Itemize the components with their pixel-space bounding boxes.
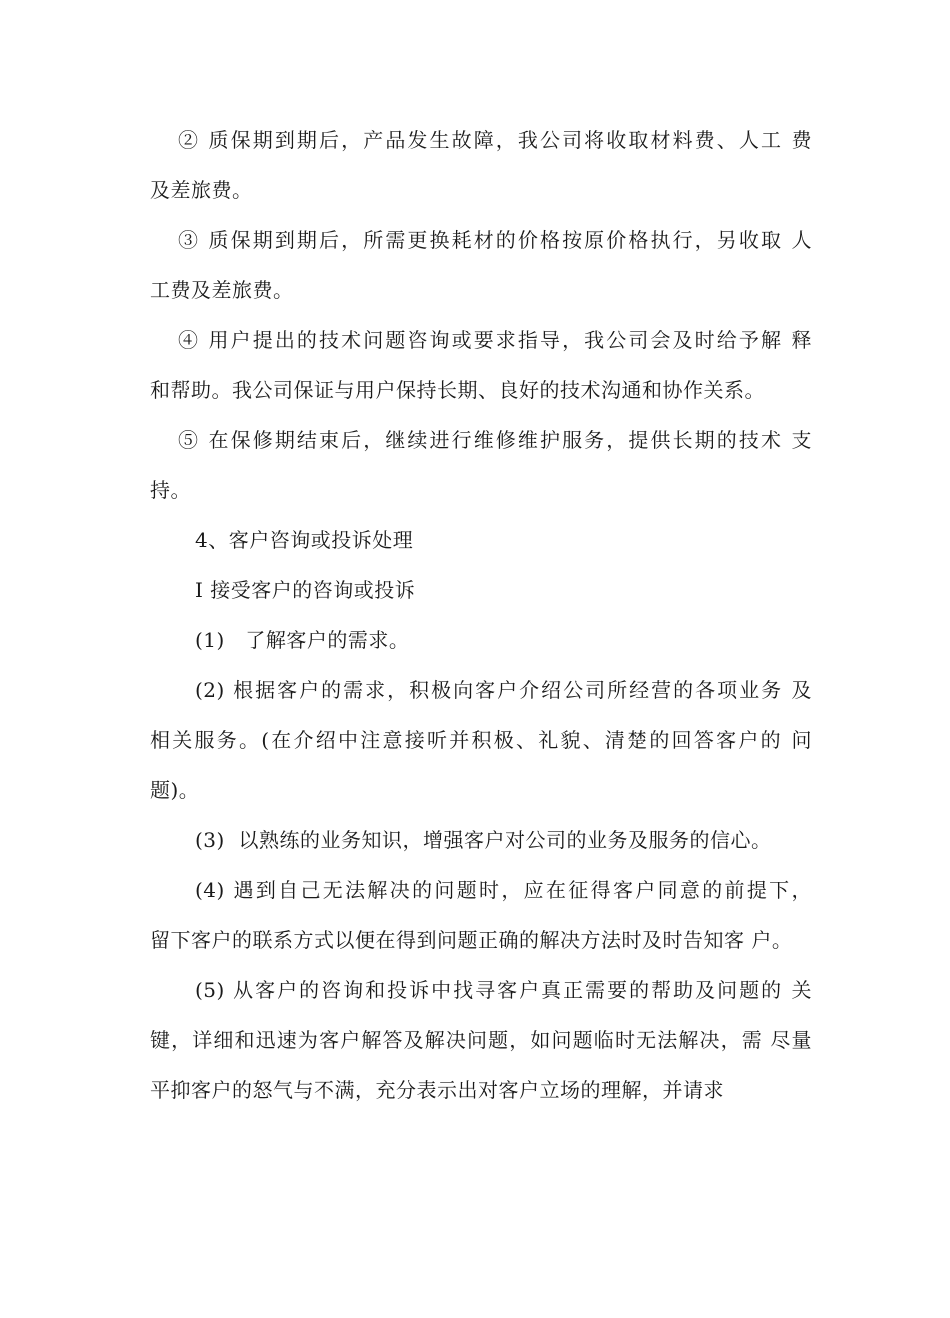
list-item-2-line-3: 题)。 <box>150 778 200 802</box>
paragraph-line-4: 工费及差旅费。 <box>150 278 294 302</box>
list-item-5-line-3: 平抑客户的怒气与不满，充分表示出对客户立场的理解，并请求 <box>150 1078 724 1102</box>
list-item-2-line-2: 相关服务。(在介绍中注意接听并积极、礼貌、清楚的回答客户的 问 <box>150 728 812 752</box>
list-item-5-line-1: (5) 从客户的咨询和投诉中找寻客户真正需要的帮助及问题的 关 <box>195 978 812 1002</box>
subsection-heading: I 接受客户的咨询或投诉 <box>195 578 416 602</box>
list-item-3: (3) 以熟练的业务知识，增强客户对公司的业务及服务的信心。 <box>195 828 772 852</box>
list-item-4-line-1: (4) 遇到自己无法解决的问题时，应在征得客户同意的前提下， <box>195 878 812 902</box>
paragraph-line-7: ⑤ 在保修期结束后，继续进行维修维护服务，提供长期的技术 支 <box>178 428 812 452</box>
list-item-1: (1) 了解客户的需求。 <box>195 628 410 652</box>
paragraph-line-8: 持。 <box>150 478 191 502</box>
list-item-5-line-2: 键，详细和迅速为客户解答及解决问题，如问题临时无法解决，需 尽量 <box>150 1028 812 1052</box>
paragraph-line-5: ④ 用户提出的技术问题咨询或要求指导，我公司会及时给予解 释 <box>178 328 812 352</box>
paragraph-line-3: ③ 质保期到期后，所需更换耗材的价格按原价格执行，另收取 人 <box>178 228 812 252</box>
paragraph-line-6: 和帮助。我公司保证与用户保持长期、良好的技术沟通和协作关系。 <box>150 378 765 402</box>
list-item-4-line-2: 留下客户的联系方式以便在得到问题正确的解决方法时及时告知客 户。 <box>150 928 793 952</box>
list-item-2-line-1: (2) 根据客户的需求，积极向客户介绍公司所经营的各项业务 及 <box>195 678 812 702</box>
paragraph-line-2: 及差旅费。 <box>150 178 253 202</box>
section-heading: 4、客户咨询或投诉处理 <box>195 528 414 552</box>
paragraph-line-1: ② 质保期到期后，产品发生故障，我公司将收取材料费、人工 费 <box>178 128 812 152</box>
